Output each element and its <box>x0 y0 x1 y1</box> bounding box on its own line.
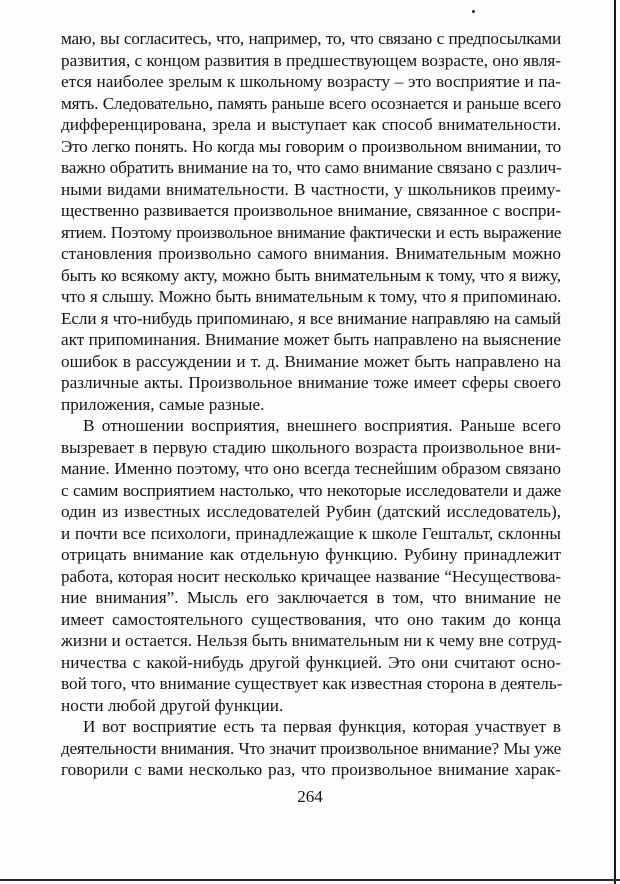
text-line: один из известных исследователей Рубин (датский исследователь), <box>61 502 561 521</box>
page-number: 264 <box>297 787 323 806</box>
text-line: вой того, что внимание существует как известная сторона в деятель- <box>61 674 563 693</box>
page-edge-bottom <box>0 879 620 881</box>
paragraph-2 <box>61 415 561 716</box>
scan-speck <box>472 10 475 13</box>
text-line: вызревает в первую стадию школьного возраста произвольное вни- <box>61 437 561 457</box>
text-line: различные акты. Произвольное внимание тоже имеет сферы своего <box>61 373 561 392</box>
text-line: ется наиболее зрелым к школьному возрасту – это восприятие и па- <box>61 72 561 91</box>
text-line: акт припоминания. Внимание может быть направлено на выяснение <box>61 330 561 349</box>
text-line: ошибок в рассуждении и т. д. Внимание может быть направлено на <box>61 351 561 371</box>
text-line: щественно развивается произвольное внимание, связанное с воспри- <box>61 201 561 220</box>
text-line: мание. Именно поэтому, что оно всегда теснейшим образом связано <box>61 459 561 478</box>
body-text <box>61 28 561 781</box>
text-line: важно обратить внимание на то, что само внимание связано с различ- <box>61 158 562 177</box>
text-line: отрицать внимание как отдельную функцию. Рубину принадлежит <box>61 545 561 564</box>
text-line: жизни и остается. Нельзя быть внимательным ни к чему вне сотруд- <box>61 631 562 650</box>
text-line: быть ко всякому акту, можно быть внимательным к тому, что я вижу, <box>61 265 561 285</box>
text-line: мять. Следовательно, память раньше всего осознается и раньше всего <box>61 93 561 113</box>
text-line: с самим восприятием настолько, что некоторые исследователи и даже <box>61 480 561 500</box>
paragraph-3 <box>61 716 561 781</box>
text-line: В отношении восприятия, внешнего восприятия. Раньше всего <box>83 416 561 435</box>
text-line: ничества с какой-нибудь другой функцией. Это они считают осно- <box>61 652 561 672</box>
text-line: работа, которая носит несколько кричащее название “Несуществова- <box>61 566 561 586</box>
text-line: ние внимания”. Мысль его заключается в том, что внимание не <box>61 588 561 607</box>
text-line: и почти все психологи, принадлежащие к школе Гештальт, склонны <box>61 523 561 543</box>
text-line: ности любой другой функции. <box>61 695 284 715</box>
text-line: И вот восприятие есть та первая функция, которая участвует в <box>83 717 561 736</box>
text-line: дифференцирована, зрела и выступает как способ внимательности. <box>61 115 561 134</box>
text-line: деятельности внимания. Что значит произвольное внимание? Мы уже <box>61 738 561 758</box>
text-line: имеет самостоятельного существования, что оно таким до конца <box>61 609 561 629</box>
text-line: маю, вы согласитесь, что, например, то, что связано с предпосылками <box>61 29 561 48</box>
text-line: приложения, самые разные. <box>61 394 265 414</box>
text-line: Если я что-нибудь припоминаю, я все внимание направляю на самый <box>61 308 561 328</box>
text-line: ными видами внимательности. В частности, у школьников преиму- <box>61 179 561 199</box>
paragraph-1 <box>61 28 561 415</box>
page-edge-right <box>614 0 616 884</box>
text-line: Это легко понять. Но когда мы говорим о произвольном внимании, то <box>61 136 561 156</box>
text-line: развития, с концом развития в предшествующем возрасте, оно явля- <box>61 50 562 70</box>
text-line: ятием. Поэтому произвольное внимание фактически и есть выражение <box>61 222 561 242</box>
text-line: что я слышу. Можно быть внимательным к тому, что я припоминаю. <box>61 287 562 306</box>
text-line: говорили с вами несколько раз, что произвольное внимание харак- <box>61 760 561 779</box>
text-line: становления произвольно самого внимания. Внимательным можно <box>61 244 561 263</box>
